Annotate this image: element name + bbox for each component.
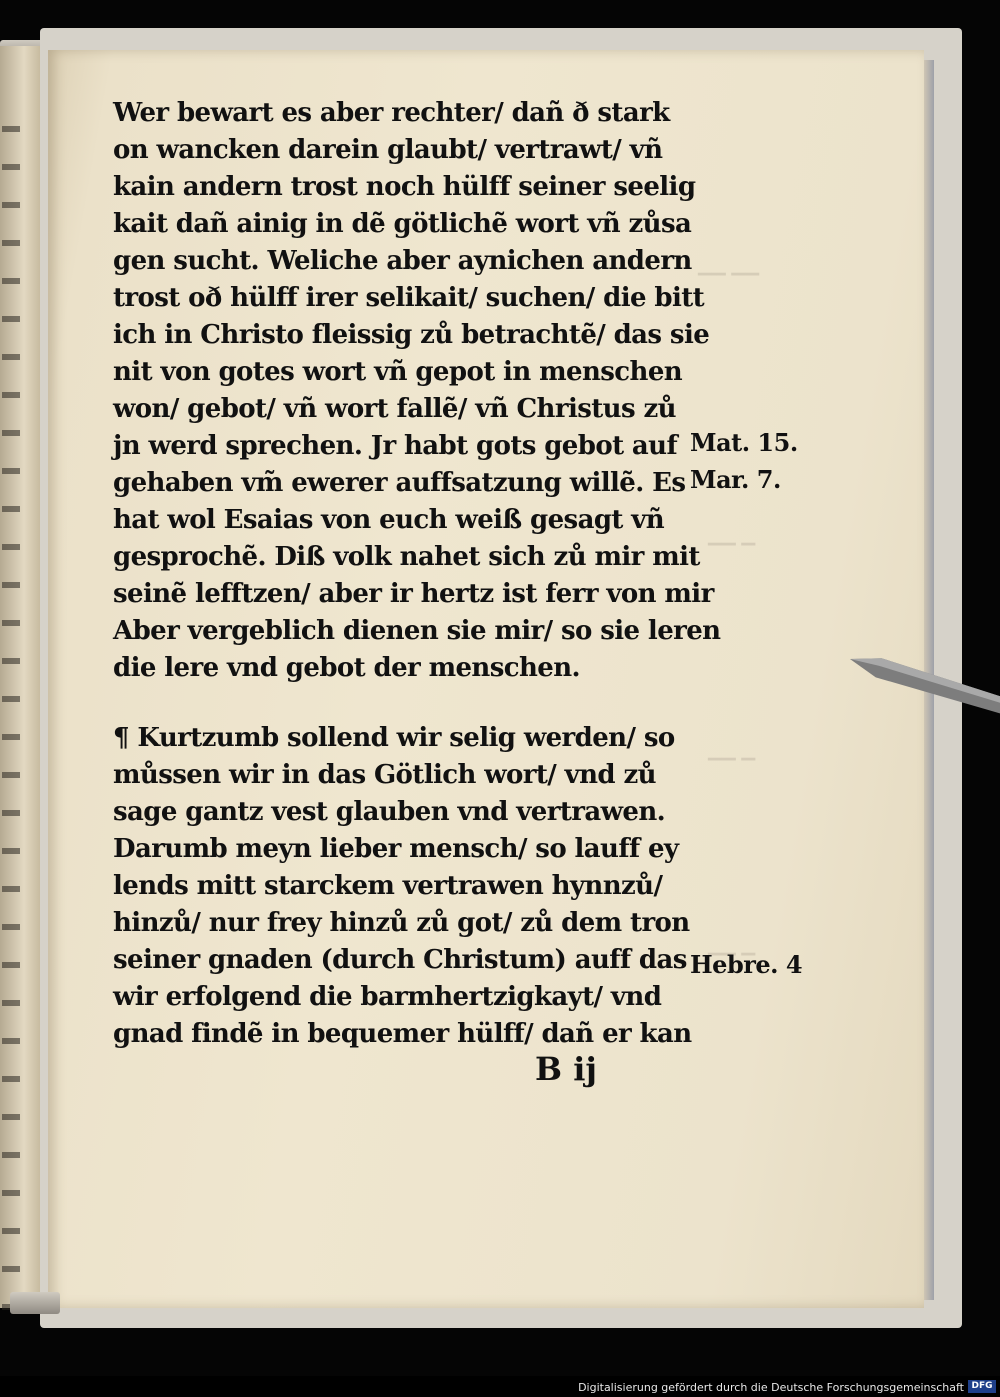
text-line: die lere vnd gebot der menschen. [113,653,581,683]
dfg-logo: DFG [968,1380,996,1393]
margin-note-mar: Mar. 7. [690,465,781,494]
text-line: sage gantz vest glauben vnd vertrawen. [113,797,666,827]
text-line: kain andern trost noch hülff seiner seelig [113,172,696,202]
text-line: nit von gotes wort vñ gepot in menschen [113,357,683,387]
text-line: gesprochẽ. Diß volk nahet sich zů mir mit [113,542,700,572]
text-line: trost oð hülff irer selikait/ suchen/ die bitt [113,283,705,313]
text-line: wir erfolgend die barmhertzigkayt/ vnd [113,982,662,1012]
text-line: gehaben vm̃ ewerer auffsatzung willẽ. Es [113,468,686,498]
text-line: kait dañ ainig in dẽ götlichẽ wort vñ zůsa [113,209,692,239]
text-line: gen sucht. Weliche aber aynichen andern [113,246,692,276]
text-line: on wancken darein glaubt/ vertrawt/ vñ [113,135,663,165]
text-line: Wer bewart es aber rechter/ dañ ð stark [113,98,670,128]
signature-mark: B ij [535,1050,597,1088]
bleed-through-mark: ▁▁ ▁ [708,935,756,956]
text-line: hinzů/ nur frey hinzů zů got/ zů dem tron [113,908,690,938]
text-line: můssen wir in das Götlich wort/ vnd zů [113,760,656,790]
bleed-through-mark: ▁▁ ▁▁ [698,255,760,276]
footer-credit: Digitalisierung gefördert durch die Deutsche Forschungsgemeinschaft [578,1381,964,1394]
text-line: hat wol Esaias von euch weiß gesagt vñ [113,505,665,535]
text-line: Darumb meyn lieber mensch/ so lauff ey [113,834,679,864]
text-line: won/ gebot/ vñ wort fallẽ/ vñ Christus zů [113,394,676,424]
text-line: seiner gnaden (durch Christum) auff das [113,945,687,975]
text-line: seinẽ lefftzen/ aber ir hertz ist ferr von mir [113,579,714,609]
margin-note-hebre: Hebre. 4 [690,950,803,979]
text-line: lends mitt starckem vertrawen hynnzů/ [113,871,663,901]
text-line: Aber vergeblich dienen sie mir/ so sie leren [113,616,721,646]
text-line: ¶ Kurtzumb sollend wir selig werden/ so [113,723,675,753]
margin-note-mat: Mat. 15. [690,428,798,457]
book-clasp-bottom [10,1292,60,1314]
left-page-text-fragment [2,126,20,1326]
text-line: gnad findẽ in bequemer hülff/ dañ er kan [113,1019,692,1049]
text-line: ich in Christo fleissig zů betrachtẽ/ das sie [113,320,710,350]
bleed-through-mark: ▁▁ ▁ [708,525,756,546]
left-page-edge [0,46,40,1308]
bleed-through-mark: ▁▁ ▁ [708,740,756,761]
text-line: jn werd sprechen. Jr habt gots gebot auf [113,431,678,461]
